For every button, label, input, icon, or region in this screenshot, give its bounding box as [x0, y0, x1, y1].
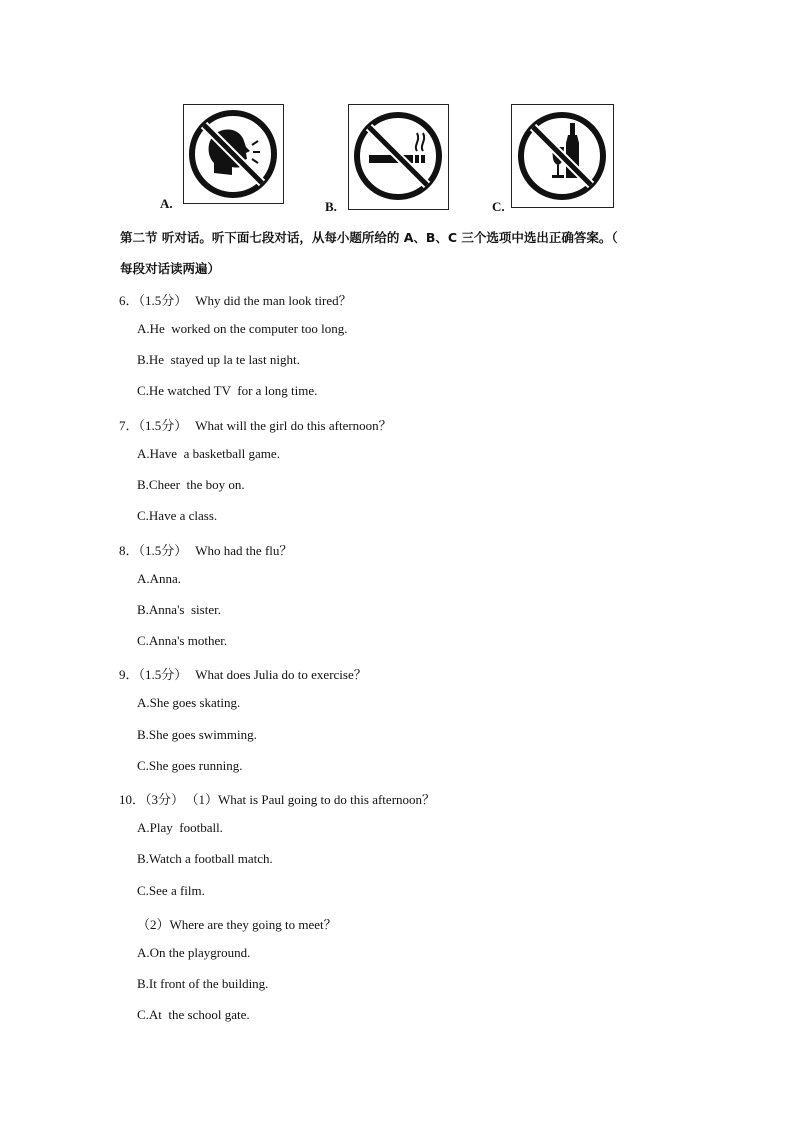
option-7b: B.Cheer the boy on.	[137, 477, 245, 492]
option-9c: C.She goes running.	[137, 758, 243, 773]
sign-c-letter: C.	[492, 199, 505, 214]
option-9b: B.She goes swimming.	[137, 727, 257, 742]
question-text: Who had the flu？	[195, 543, 293, 558]
question-text: （1）What is Paul going to do this afternoon？	[192, 792, 436, 807]
question-6	[119, 290, 352, 309]
sign-a-frame	[183, 104, 284, 204]
option-8a: A.Anna.	[137, 571, 182, 586]
option-8c: C.Anna's mother.	[137, 633, 228, 648]
section-heading-line2: 每段对话读两遍）	[120, 261, 221, 276]
no-speaking-icon	[184, 105, 282, 202]
section-heading	[120, 222, 680, 284]
option-7a: A.Have a basketball game.	[137, 446, 280, 461]
sub-question-10-2: （2）Where are they going to meet？	[137, 917, 337, 932]
question-text: What will the girl do this afternoon？	[195, 418, 392, 433]
option-10-1a: A.Play football.	[137, 820, 223, 835]
option-6c: C.He watched TV for a long time.	[137, 383, 318, 398]
option-10-2c: C.At the school gate.	[137, 1007, 250, 1022]
sign-b-letter: B.	[325, 199, 337, 214]
question-text: Why did the man look tired？	[195, 293, 352, 308]
question-8	[119, 540, 292, 559]
option-10-1c: C.See a film.	[137, 883, 205, 898]
no-drinking-icon	[512, 105, 612, 206]
question-number: 9．（1.5分）	[119, 667, 188, 682]
option-10-2b: B.It front of the building.	[137, 976, 269, 991]
sign-a-letter: A.	[160, 196, 173, 211]
option-7c: C.Have a class.	[137, 508, 218, 523]
option-6a: A.He worked on the computer too long.	[137, 321, 348, 336]
option-9a: A.She goes skating.	[137, 695, 241, 710]
option-10-1b: B.Watch a football match.	[137, 851, 273, 866]
question-number: 7．（1.5分）	[119, 418, 188, 433]
question-number: 8．（1.5分）	[119, 543, 188, 558]
option-10-2a: A.On the playground.	[137, 945, 251, 960]
option-6b: B.He stayed up la te last night.	[137, 352, 300, 367]
no-smoking-icon	[349, 105, 447, 208]
question-number: 6．（1.5分）	[119, 293, 188, 308]
question-7	[119, 415, 392, 434]
question-number: 10．（3分）	[119, 792, 185, 807]
question-10	[119, 789, 435, 808]
sign-pictures	[0, 104, 794, 214]
sign-b-frame	[348, 104, 449, 210]
sign-c-frame	[511, 104, 614, 208]
option-8b: B.Anna's sister.	[137, 602, 221, 617]
question-text: What does Julia do to exercise？	[195, 667, 367, 682]
question-9	[119, 664, 367, 683]
section-heading-line1: 第二节 听对话。听下面七段对话，从每小题所给的 A、B、C 三个选项中选出正确答案。（	[120, 230, 618, 245]
